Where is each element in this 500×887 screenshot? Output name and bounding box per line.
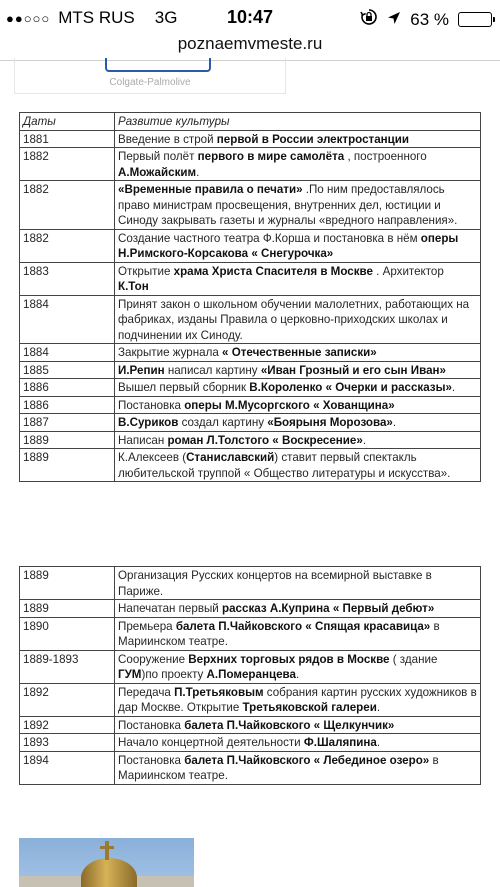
row-event — [115, 396, 481, 414]
event-highlight: А.Можайским — [118, 165, 197, 179]
address-bar[interactable] — [0, 34, 500, 58]
event-text: Введение в строй — [118, 132, 217, 146]
status-right — [360, 8, 492, 31]
event-text: . — [362, 433, 367, 447]
row-event — [115, 734, 481, 752]
event-text: в Мариинском театре. — [118, 753, 439, 782]
event-text: . — [451, 381, 456, 394]
carrier-name: MTS RUS — [58, 8, 135, 27]
event-highlight: «Боярыня Морозова» — [267, 416, 393, 429]
row-date: 1893 — [20, 734, 115, 752]
row-event — [115, 617, 481, 650]
row-event — [115, 650, 481, 683]
event-text: . — [392, 416, 397, 429]
table-row — [20, 449, 481, 482]
table-row — [20, 414, 481, 432]
event-text: Закрытие журнала — [118, 346, 223, 359]
table-row — [20, 650, 481, 683]
event-text: создал картину — [178, 416, 268, 429]
event-text: Премьера — [118, 619, 176, 633]
event-highlight: рассказ А.Куприна « Первый дебют» — [222, 602, 435, 615]
page-url[interactable]: poznaemvmeste.ru — [177, 34, 323, 53]
event-text: . — [376, 701, 381, 714]
row-event — [115, 683, 481, 716]
table-row — [20, 344, 481, 362]
event-text: Организация Русских концертов на всемирной выставке в Париже. — [118, 569, 432, 598]
row-event — [115, 344, 481, 362]
event-highlight: ГУМ — [118, 668, 142, 681]
event-text: )по проекту — [141, 668, 207, 681]
row-date: 1892 — [20, 683, 115, 716]
event-text: Первый полёт — [118, 150, 198, 163]
row-event — [115, 449, 481, 482]
row-date: 1885 — [20, 361, 115, 379]
row-event — [115, 414, 481, 432]
event-text: написал картину — [164, 363, 261, 377]
event-text: Постановка — [118, 753, 185, 767]
row-date: 1889 — [20, 600, 115, 618]
row-date: 1882 — [20, 181, 115, 230]
row-date: 1881 — [20, 130, 115, 148]
event-text: Создание частного театра Ф.Корша и постановка в нём — [118, 231, 421, 245]
event-highlight: Верхних торговых рядов в Москве — [188, 652, 390, 666]
row-date: 1884 — [20, 344, 115, 362]
row-date: 1894 — [20, 751, 115, 784]
event-text: Постановка — [118, 718, 185, 732]
cathedral-photo — [19, 838, 194, 887]
event-highlight: первого в мире самолёта — [197, 150, 345, 163]
table-row — [20, 617, 481, 650]
culture-timeline-table-1 — [19, 112, 481, 482]
battery-icon — [458, 12, 492, 27]
row-date: 1882 — [20, 229, 115, 262]
table-row — [20, 262, 481, 295]
row-date: 1887 — [20, 414, 115, 432]
event-text: Принят закон о школьном обучении малолетних, работающих на фабриках, изданы Правила о церковно-приходских школах и подчинении их Синоду. — [118, 297, 470, 342]
event-text: . — [196, 165, 200, 179]
row-event — [115, 295, 481, 344]
table-row — [20, 229, 481, 262]
event-highlight: «Иван Грозный и его сын Иван» — [260, 363, 446, 377]
photo-cross — [105, 841, 109, 860]
orientation-lock-icon — [360, 8, 378, 31]
event-highlight: храма Христа Спасителя в Москве — [173, 264, 373, 278]
ad-caption: Colgate-Palmolive — [109, 77, 191, 88]
photo-cross-bar — [100, 846, 114, 849]
event-text: . — [295, 668, 300, 681]
row-date: 1882 — [20, 148, 115, 181]
row-date: 1889 — [20, 449, 115, 482]
row-event — [115, 716, 481, 734]
signal-strength-icon: ●●○○○ — [6, 10, 51, 26]
row-date: 1889 — [20, 567, 115, 600]
event-text: Постановка — [118, 398, 185, 412]
event-highlight: роман Л.Толстого « Воскресение» — [167, 433, 363, 447]
table-row — [20, 295, 481, 344]
event-highlight: Станиславский — [186, 451, 275, 464]
row-date: 1889 — [20, 431, 115, 449]
table-row — [20, 361, 481, 379]
event-text: , построенного — [344, 150, 427, 163]
row-event — [115, 361, 481, 379]
row-date: 1890 — [20, 617, 115, 650]
event-highlight: В.Короленко « Очерки и рассказы» — [249, 381, 452, 394]
ad-logo — [105, 58, 211, 72]
row-event — [115, 379, 481, 397]
event-highlight: П.Третьяковым — [174, 685, 264, 699]
battery-percentage: 63 % — [410, 9, 449, 29]
status-bar — [0, 0, 500, 36]
event-text: Напечатан первый — [118, 602, 223, 615]
event-text: Сооружение — [118, 652, 189, 666]
row-date: 1892 — [20, 716, 115, 734]
row-date: 1886 — [20, 396, 115, 414]
event-highlight: балета П.Чайковского « Спящая красавица» — [175, 619, 431, 633]
table-row — [20, 600, 481, 618]
event-text: К.Алексеев ( — [118, 451, 187, 464]
advertisement[interactable] — [14, 58, 286, 94]
event-highlight: И.Репин — [118, 363, 165, 377]
photo-dome — [81, 858, 137, 887]
event-highlight: Третьяковской галереи — [242, 701, 377, 714]
event-text: Вышел первый сборник — [118, 381, 250, 394]
row-event — [115, 600, 481, 618]
event-text: Открытие — [118, 264, 174, 278]
row-date: 1889-1893 — [20, 650, 115, 683]
event-text: . — [376, 736, 381, 749]
row-event — [115, 431, 481, 449]
event-text: ( здание — [389, 652, 438, 666]
row-event — [115, 181, 481, 230]
row-date: 1886 — [20, 379, 115, 397]
event-highlight: первой в России электростанции — [216, 132, 410, 146]
row-date: 1884 — [20, 295, 115, 344]
table-row — [20, 379, 481, 397]
table-row — [20, 130, 481, 148]
table-row — [20, 181, 481, 230]
table-row — [20, 734, 481, 752]
row-event — [115, 130, 481, 148]
network-type: 3G — [154, 8, 178, 27]
table-row — [20, 431, 481, 449]
location-arrow-icon — [387, 10, 401, 30]
event-text: .По ним предоставлялось право министрам просвещения, внутренних дел, юстиции и Синоду закрывать газеты и журналы «вредного направления». — [118, 183, 458, 227]
event-highlight: балета П.Чайковского « Лебединое озеро» — [184, 753, 430, 767]
event-text: собрания картин русских художников в дар Москве. Открытие — [118, 685, 477, 714]
event-highlight: оперы Н.Римского-Корсакова « Снегурочка» — [118, 231, 459, 260]
table-row — [20, 683, 481, 716]
header-culture: Развитие культуры — [115, 113, 481, 131]
row-event — [115, 148, 481, 181]
culture-timeline-table-2 — [19, 566, 481, 785]
event-highlight: «Временные правила о печати» — [118, 183, 303, 196]
event-text: Начало концертной деятельности — [118, 736, 304, 749]
event-highlight: В.Суриков — [118, 416, 179, 429]
row-event — [115, 229, 481, 262]
row-event — [115, 751, 481, 784]
row-event — [115, 567, 481, 600]
table-row — [20, 716, 481, 734]
table-header-row — [20, 113, 481, 131]
event-text: в Мариинском театре. — [118, 619, 440, 648]
event-highlight: балета П.Чайковского « Щелкунчик» — [184, 718, 395, 732]
event-highlight: оперы М.Мусоргского « Хованщина» — [184, 398, 395, 412]
event-text: Написан — [118, 433, 168, 447]
event-highlight: Ф.Шаляпина — [303, 736, 377, 749]
header-dates: Даты — [20, 113, 115, 131]
table-row — [20, 396, 481, 414]
clock: 10:47 — [226, 7, 274, 27]
event-text: . Архитектор — [372, 264, 444, 278]
row-event — [115, 262, 481, 295]
event-text: ) ставит первый спектакль любительской труппой « Общество литературы и искусства». — [118, 451, 451, 480]
event-highlight: « Отечественные записки» — [222, 346, 377, 359]
table-row — [20, 751, 481, 784]
event-highlight: К.Тон — [118, 280, 149, 293]
table-row — [20, 567, 481, 600]
table-row — [20, 148, 481, 181]
row-date: 1883 — [20, 262, 115, 295]
event-text: Передача — [118, 685, 175, 699]
event-highlight: А.Померанцева — [206, 668, 296, 681]
